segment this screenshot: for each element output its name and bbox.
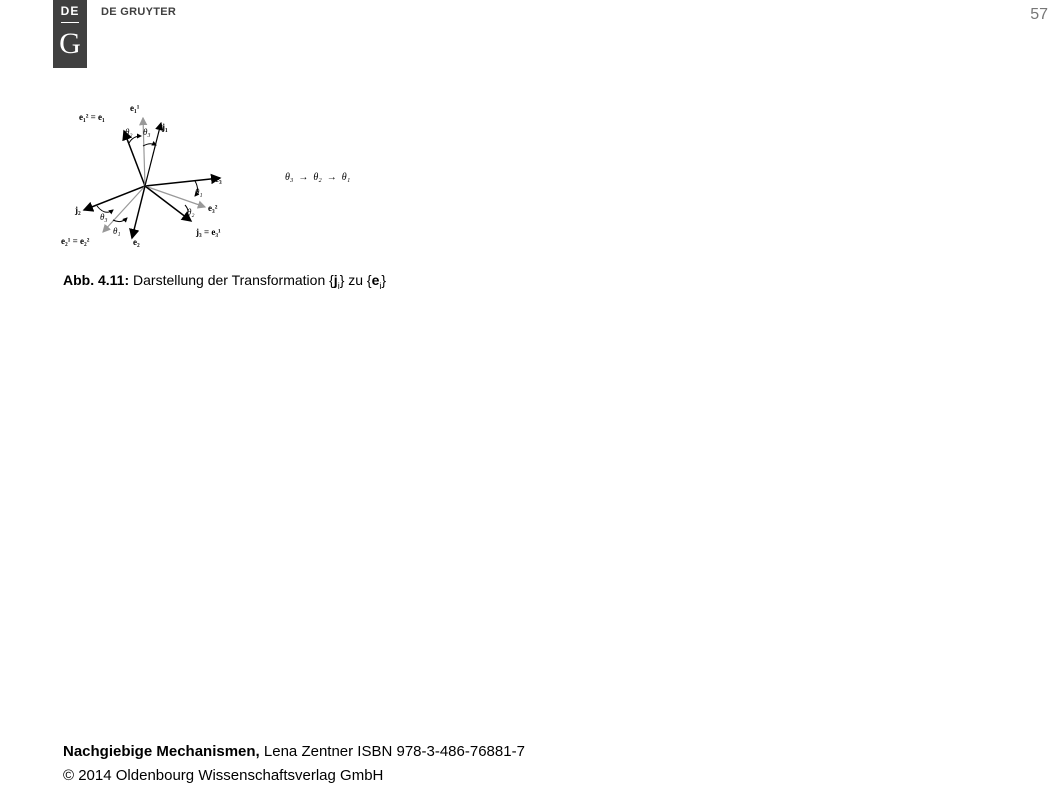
arc-theta3-top (143, 144, 156, 146)
arc-theta2-top (129, 136, 141, 143)
caption-e: e (371, 272, 380, 288)
page-number: 57 (1030, 6, 1048, 23)
vector-j3 (145, 186, 191, 221)
label-e2-1-eq-e2-2: e₂¹ = e₂² (61, 236, 90, 246)
logo-de-text: DE (60, 4, 80, 18)
book-title: Nachgiebige Mechanismen, (63, 743, 260, 760)
transformation-figure (55, 98, 395, 250)
label-theta1-right: θ₁ (195, 187, 203, 197)
label-e1-1: e₁¹ (130, 103, 140, 113)
label-j3-eq-e3-1: j₃ = e₃¹ (196, 227, 221, 237)
caption-label: Abb. 4.11: (63, 272, 130, 288)
caption-text-middle: } zu { (339, 272, 372, 288)
caption-subscript-i2: i (379, 280, 382, 291)
figure-caption (63, 272, 386, 291)
label-theta2-right: θ₂ (187, 207, 195, 217)
publisher-logo (53, 0, 87, 68)
logo-rule (61, 22, 79, 23)
label-theta3-left: θ₃ (100, 212, 108, 222)
logo-g-text: G (59, 27, 81, 60)
caption-text-after: } (381, 272, 387, 288)
book-details: Lena Zentner ISBN 978-3-486-76881-7 (259, 743, 525, 760)
label-theta3-top: θ₃ (143, 127, 151, 137)
caption-subscript-i1: i (337, 280, 340, 291)
publisher-name: DE GRUYTER (101, 6, 177, 18)
label-j2: j₂ (75, 205, 81, 215)
label-theta1-bottom: θ₁ (113, 226, 121, 236)
vector-e3 (145, 178, 220, 186)
label-e3: e₃ (215, 174, 222, 184)
caption-j: j (333, 272, 338, 288)
transformation-diagram (55, 98, 395, 250)
copyright-notice: © 2014 Oldenbourg Wissenschaftsverlag GmbH (63, 767, 384, 784)
vector-j2 (84, 186, 145, 210)
label-e2: e₂ (133, 237, 140, 247)
label-e1-2-eq-e1: e₁² = e₁ (79, 112, 105, 122)
caption-text-before: Darstellung der Transformation { (129, 272, 334, 288)
label-e3-2: e₃² (208, 203, 218, 213)
book-citation (63, 743, 525, 760)
rotation-sequence: θ₃ → θ₂ → θ₁ (285, 172, 351, 183)
vector-e1-2 (124, 131, 145, 186)
label-j1: j₁ (162, 122, 168, 132)
label-theta2-top: θ₂ (125, 127, 133, 137)
